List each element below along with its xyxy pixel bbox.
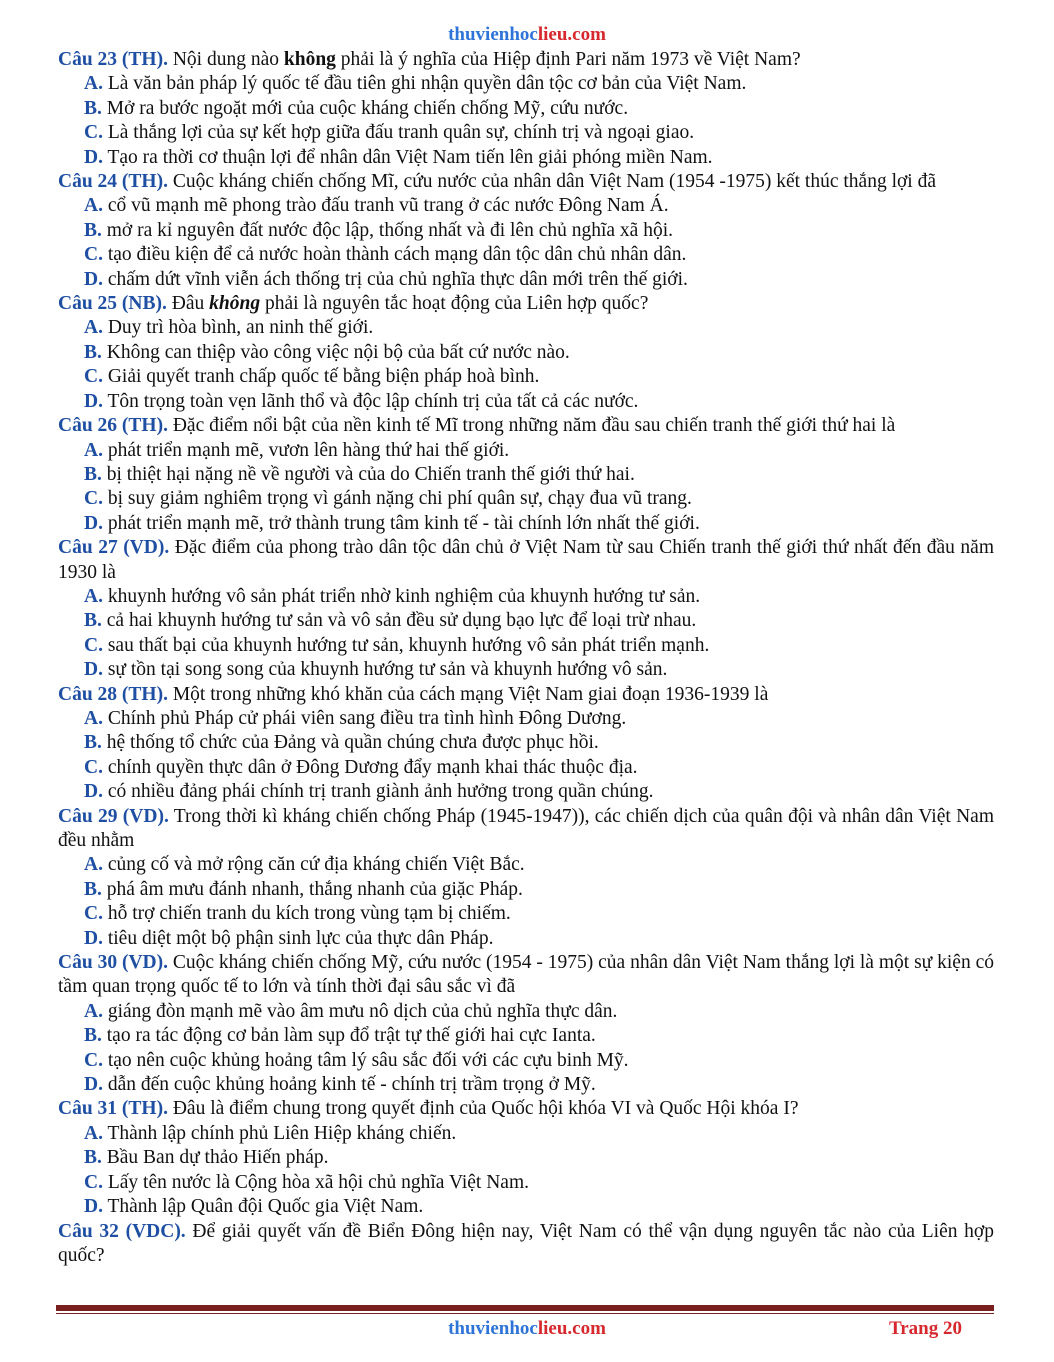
question-stem [58,805,994,854]
option-text: Duy trì hòa bình, an ninh thế giới. [102,317,374,339]
option-label: B. [84,1025,102,1047]
answer-option [58,1122,994,1146]
question-emphasis: không [283,49,336,70]
question-text: Cuộc kháng chiến chống Mĩ, cứu nước của nhân dân Việt Nam (1954 -1975) kết thúc thắng lợi đã [167,171,937,193]
option-label: A. [84,707,103,729]
question-text: Đặc điểm của phong trào dân tộc dân chủ ở Việt Nam từ sau Chiến tranh thế giới thứ nhất đến đầu năm 1930 là [58,537,994,583]
option-text: tạo điều kiện để cả nước hoàn thành cách mạng dân tộc dân chủ nhân dân. [102,244,687,266]
question-label: Câu 26 (TH). [58,415,168,437]
page-number: Trang 20 [888,1318,962,1339]
question-text: Cuộc kháng chiến chống Mỹ, cứu nước (1954 - 1975) của nhân dân Việt Nam thắng lợi là một sự kiện có tầm quan trọng quốc tế to lớn và tính thời đại sâu sắc vì đã [58,952,994,998]
answer-option [58,707,994,731]
question-text: Trong thời kì kháng chiến chống Pháp (1945-1947)), các chiến dịch của quân đội và nhân dân Việt Nam đều nhằm [58,805,994,851]
option-label: C. [84,122,103,144]
answer-option [58,219,994,243]
question-text: Để giải quyết vấn đề Biển Đông hiện nay, Việt Nam có thể vận dụng nguyên tắc nào của Liên hợp quốc? [58,1220,994,1266]
answer-option [58,1049,994,1073]
option-label: B. [84,97,102,119]
answer-option [58,731,994,755]
option-text: phát triển mạnh mẽ, trở thành trung tâm kinh tế - tài chính lớn nhất thế giới. [102,512,700,534]
option-text: Lấy tên nước là Cộng hòa xã hội chủ nghĩa Việt Nam. [102,1171,530,1193]
option-text: giáng đòn mạnh mẽ vào âm mưu nô dịch của chủ nghĩa thực dân. [102,1000,618,1022]
question-stem [58,48,994,72]
answer-option [58,585,994,609]
option-text: phá âm mưu đánh nhanh, thắng nhanh của giặc Pháp. [101,878,523,900]
answer-option [58,1195,994,1219]
option-label: B. [84,463,102,485]
question-label: Câu 24 (TH). [58,171,168,193]
answer-option [58,853,994,877]
footer-site-suffix: lieu.com [537,1318,606,1339]
option-label: D. [84,268,103,290]
answer-option [58,927,994,951]
option-text: có nhiều đảng phái chính trị tranh giành ảnh hưởng trong quần chúng. [102,781,654,803]
option-text: mở ra kỉ nguyên đất nước độc lập, thống nhất và đi lên chủ nghĩa xã hội. [101,219,673,241]
answer-option [58,439,994,463]
option-label: A. [84,195,103,217]
option-label: A. [84,317,103,339]
option-label: C. [84,1171,103,1193]
question-label: Câu 23 (TH). [58,49,168,70]
question-stem [58,536,994,585]
answer-option [58,634,994,658]
answer-option [58,243,994,267]
option-text: bị suy giảm nghiêm trọng vì gánh nặng chi phí quân sự, chạy đua vũ trang. [102,488,692,510]
option-label: A. [84,854,103,876]
option-label: B. [84,219,102,241]
option-label: B. [84,1147,102,1169]
question-label: Câu 28 (TH). [58,683,168,705]
question-stem [58,951,994,1000]
option-label: D. [84,781,103,803]
question-stem [58,1220,994,1269]
option-text: Thành lập Quân đội Quốc gia Việt Nam. [102,1196,424,1218]
option-label: B. [84,878,102,900]
option-text: chấm dứt vĩnh viễn ách thống trị của chủ nghĩa thực dân mới trên thế giới. [102,268,688,290]
option-label: C. [84,366,103,388]
answer-option [58,341,994,365]
option-text: Chính phủ Pháp cử phái viên sang điều tra tình hình Đông Dương. [102,707,627,729]
option-text: củng cố và mở rộng căn cứ địa kháng chiến Việt Bắc. [102,854,525,876]
answer-option [58,268,994,292]
option-label: D. [84,1196,103,1218]
answer-option [58,1024,994,1048]
answer-option [58,146,994,170]
answer-option [58,72,994,96]
question-text: Đặc điểm nổi bật của nền kinh tế Mĩ trong những năm đầu sau chiến tranh thế giới thứ hai là [167,415,896,437]
option-label: A. [84,585,103,607]
question-text: Nội dung nào [167,49,284,70]
question-label: Câu 32 (VDC). [58,1220,186,1242]
option-label: D. [84,390,103,412]
option-text: Mở ra bước ngoặt mới của cuộc kháng chiến chống Mỹ, cứu nước. [101,97,629,119]
answer-option [58,609,994,633]
question-stem [58,1097,994,1121]
option-label: A. [84,1000,103,1022]
answer-option [58,316,994,340]
answer-option [58,121,994,145]
question-label: Câu 25 (NB). [58,293,167,315]
question-text-tail: phải là nguyên tắc hoạt động của Liên hợp quốc? [260,293,649,315]
option-text: Thành lập chính phủ Liên Hiệp kháng chiến. [102,1122,457,1144]
option-label: D. [84,146,103,168]
option-text: cả hai khuynh hướng tư sản và vô sản đều sử dụng bạo lực để loại trừ nhau. [101,610,697,632]
option-text: tiêu diệt một bộ phận sinh lực của thực dân Pháp. [102,927,494,949]
question-text: Đâu là điểm chung trong quyết định của Quốc hội khóa VI và Quốc Hội khóa I? [167,1098,799,1120]
option-label: A. [84,73,103,95]
option-text: tạo nên cuộc khủng hoảng tâm lý sâu sắc đối với các cựu binh Mỹ. [102,1049,629,1071]
option-label: B. [84,341,102,363]
option-label: C. [84,1049,103,1071]
option-text: bị thiệt hại nặng nề về người và của do Chiến tranh thế giới thứ hai. [101,463,635,485]
option-label: C. [84,756,103,778]
option-label: A. [84,439,103,461]
footer-site-prefix: thuvienhoc [448,1318,538,1339]
header-site-prefix: thuvienhoc [448,24,538,45]
option-text: cổ vũ mạnh mẽ phong trào đấu tranh vũ trang ở các nước Đông Nam Á. [102,195,669,217]
header-site-suffix: lieu.com [537,24,606,45]
answer-option [58,512,994,536]
option-label: C. [84,903,103,925]
option-text: dẫn đến cuộc khủng hoảng kinh tế - chính trị trầm trọng ở Mỹ. [102,1074,596,1096]
question-text-tail: phải là ý nghĩa của Hiệp định Pari năm 1973 về Việt Nam? [335,49,801,70]
question-text: Một trong những khó khăn của cách mạng Việt Nam giai đoạn 1936-1939 là [167,683,769,705]
answer-option [58,902,994,926]
option-text: phát triển mạnh mẽ, vươn lên hàng thứ hai thế giới. [102,439,510,461]
page-header [0,24,1054,46]
answer-option [58,194,994,218]
option-label: C. [84,634,103,656]
option-label: B. [84,732,102,754]
option-text: Là thắng lợi của sự kết hợp giữa đấu tranh quân sự, chính trị và ngoại giao. [102,122,695,144]
answer-option [58,878,994,902]
answer-option [58,1000,994,1024]
footer-divider-thin [56,1313,994,1314]
option-label: B. [84,610,102,632]
option-text: hệ thống tổ chức của Đảng và quần chúng chưa được phục hồi. [101,732,599,754]
footer-divider [56,1305,994,1311]
option-label: D. [84,659,103,681]
answer-option [58,658,994,682]
answer-option [58,1073,994,1097]
option-text: hỗ trợ chiến tranh du kích trong vùng tạm bị chiếm. [102,903,511,925]
option-text: tạo ra tác động cơ bản làm sụp đổ trật tự thế giới hai cực Ianta. [101,1025,596,1047]
option-text: Tôn trọng toàn vẹn lãnh thổ và độc lập chính trị của tất cả các nước. [102,390,639,412]
question-stem [58,683,994,707]
question-label: Câu 27 (VD). [58,537,170,559]
question-label: Câu 31 (TH). [58,1098,168,1120]
answer-option [58,463,994,487]
option-text: Giải quyết tranh chấp quốc tế bằng biện pháp hoà bình. [102,366,540,388]
option-text: Tạo ra thời cơ thuận lợi để nhân dân Việt Nam tiến lên giải phóng miền Nam. [102,146,713,168]
question-text: Đâu [166,293,210,315]
option-label: D. [84,512,103,534]
answer-option [58,1146,994,1170]
option-label: D. [84,927,103,949]
question-label: Câu 29 (VD). [58,805,169,827]
question-emphasis: không [209,293,261,315]
answer-option [58,780,994,804]
option-text: sau thất bại của khuynh hướng tư sản, khuynh hướng vô sản phát triển mạnh. [102,634,710,656]
answer-option [58,1171,994,1195]
question-stem [58,292,994,316]
option-text: sự tồn tại song song của khuynh hướng tư sản và khuynh hướng vô sản. [102,659,668,681]
option-text: Là văn bản pháp lý quốc tế đầu tiên ghi nhận quyền dân tộc cơ bản của Việt Nam. [102,73,747,95]
question-label: Câu 30 (VD). [58,952,168,974]
option-label: C. [84,488,103,510]
answer-option [58,756,994,780]
option-text: Bầu Ban dự thảo Hiến pháp. [101,1147,329,1169]
question-stem [58,170,994,194]
answer-option [58,487,994,511]
question-list [58,48,994,1268]
option-text: Không can thiệp vào công việc nội bộ của bất cứ nước nào. [101,341,570,363]
answer-option [58,97,994,121]
option-label: D. [84,1074,103,1096]
answer-option [58,365,994,389]
answer-option [58,390,994,414]
option-label: A. [84,1122,103,1144]
question-stem [58,414,994,438]
option-label: C. [84,244,103,266]
option-text: khuynh hướng vô sản phát triển nhờ kinh nghiệm của khuynh hướng tư sản. [102,585,701,607]
option-text: chính quyền thực dân ở Đông Dương đẩy mạnh khai thác thuộc địa. [102,756,638,778]
